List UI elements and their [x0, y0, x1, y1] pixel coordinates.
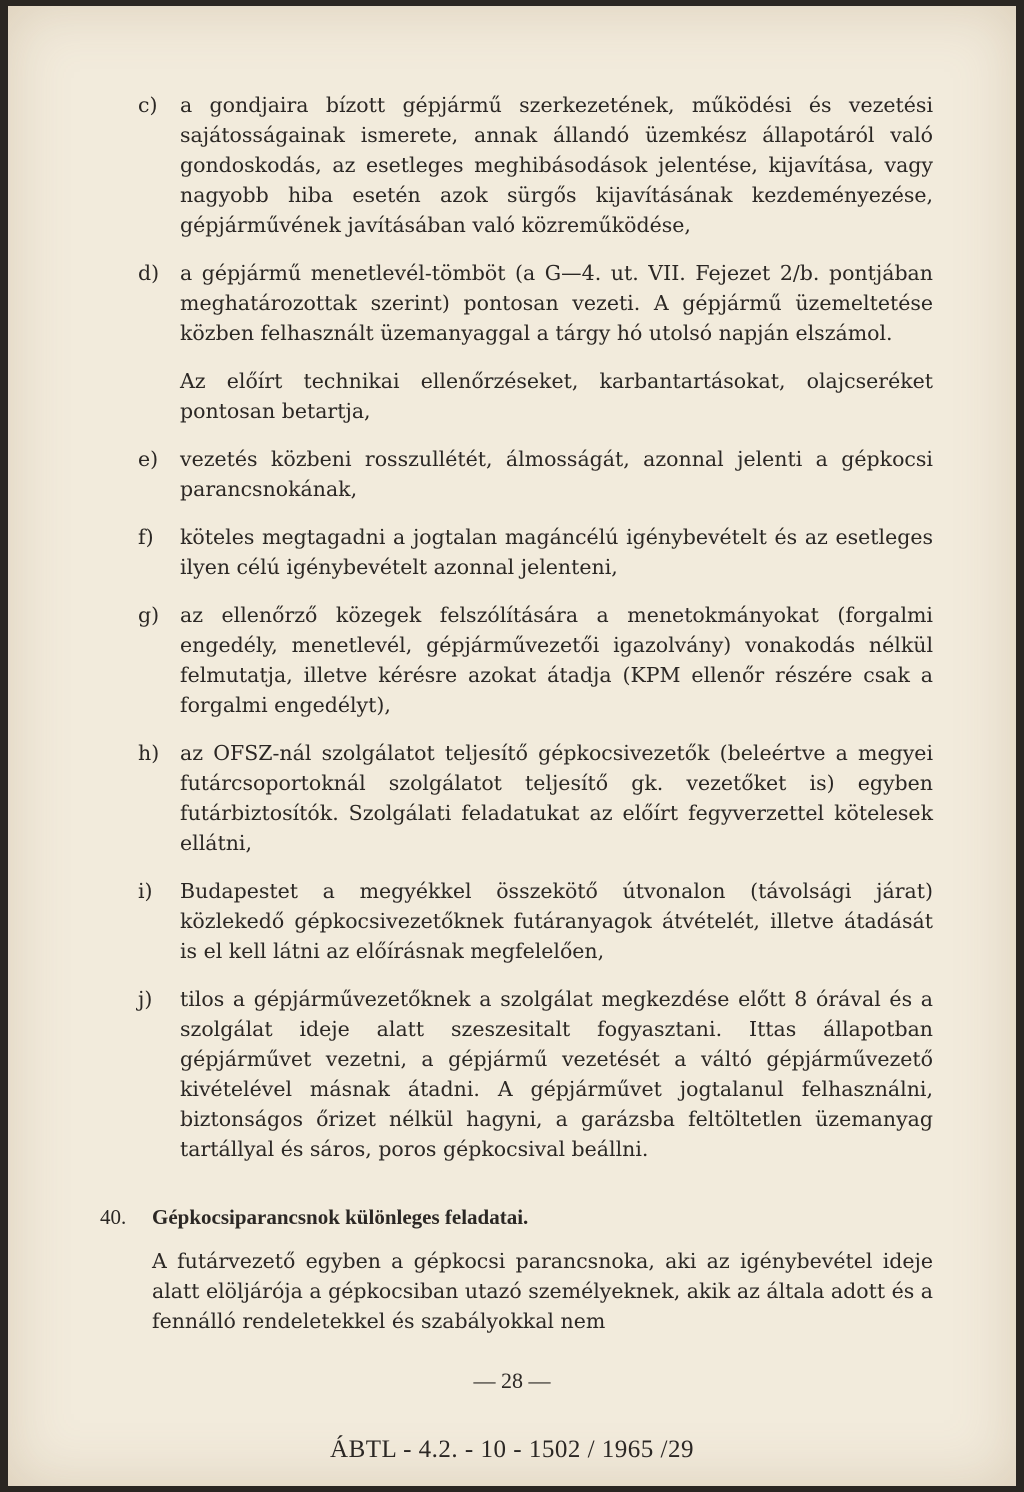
item-d-continuation: Az előírt technikai ellenőrzéseket, karbantartásokat, olajcseréket pontosan betartja,: [180, 369, 933, 423]
item-text: köteles megtagadni a jogtalan magáncélú igénybevételt és az esetleges ilyen célú igénybevételt azonnal jelenteni,: [180, 525, 933, 579]
archive-reference: ÁBTL - 4.2. - 10 - 1502 / 1965 /29: [330, 1436, 694, 1463]
list-item-i: [138, 876, 933, 966]
page-number: — 28 —: [473, 1368, 551, 1393]
item-text: az ellenőrző közegek felszólítására a menetokmányokat (forgalmi engedély, menetlevél, gépjárművezetői igazolvány) vonakodás nélkül felmutatja, illetve kérésre azokat átadja (KPM ellenőr részére csak a forgalmi engedélyt),: [180, 603, 933, 717]
document-page: [8, 6, 1016, 1486]
item-label: h): [138, 741, 160, 765]
item-label: e): [138, 447, 159, 471]
list-item-g: [138, 600, 933, 720]
section-number: 40.: [100, 1205, 127, 1229]
item-text: a gépjármű menetlevél-tömböt (a G—4. ut. VII. Fejezet 2/b. pontjában meghatározottak szerint) pontosan vezeti. A gépjármű üzemeltetése közben felhasznált üzemanyaggal a tárgy hó utolsó napján elszámol.: [180, 261, 933, 345]
item-text: vezetés közbeni rosszullétét, álmosságát, azonnal jelenti a gépkocsi parancsnokának,: [180, 447, 933, 501]
item-label: j): [138, 987, 153, 1011]
list-item-f: [138, 522, 933, 582]
section-heading: [100, 1202, 933, 1232]
section-body: A futárvezető egyben a gépkocsi parancsnoka, aki az igénybevétel ideje alatt elöljárója a gépkocsiban utazó személyeknek, akik az általa adott és a fennálló rendeletekkel és szabályokkal nem: [152, 1249, 934, 1333]
list-item-d: [138, 258, 933, 348]
item-list: [138, 90, 933, 1182]
list-item-e: [138, 444, 933, 504]
section-40: [100, 1202, 933, 1336]
item-label: g): [138, 603, 160, 627]
item-text: tilos a gépjárművezetőknek a szolgálat megkezdése előtt 8 órával és a szolgálat ideje alatt szeszesitalt fogyasztani. Ittas állapotban gépjárművet vezetni, a gépjármű vezetését a váltó gépjárművezető kivételével másnak átadni. A gépjárművet jogtalanul felhasználni, biztonságos őrizet nélkül hagyni, a garázsba feltöltetlen üzemanyag tartállyal és sáros, poros gépkocsival beállni.: [180, 987, 933, 1161]
item-label: d): [138, 261, 160, 285]
item-text: Budapestet a megyékkel összekötő útvonalon (távolsági járat) közlekedő gépkocsivezetőknek futáranyagok átvételét, illetve átadását is el kell látni az előírásnak megfelelően,: [180, 879, 933, 963]
section-title: Gépkocsiparancsnok különleges feladatai.: [152, 1205, 529, 1229]
item-label: f): [138, 525, 154, 549]
item-label: c): [138, 93, 158, 117]
item-text: a gondjaira bízott gépjármű szerkezetének, működési és vezetési sajátosságainak ismerete, annak állandó üzemkész állapotáról való gondoskodás, az esetleges meghibásodások jelentése, kijavítása, vagy nagyobb hiba esetén azok sürgős kijavításának kezdeményezése, gépjárművének javításában való közreműködése,: [180, 93, 933, 237]
list-item-j: [138, 984, 933, 1164]
list-item-h: [138, 738, 933, 858]
list-item-c: [138, 90, 933, 240]
item-label: i): [138, 879, 153, 903]
item-text: az OFSZ-nál szolgálatot teljesítő gépkocsivezetők (beleértve a megyei futárcsoportoknál szolgálatot teljesítő gk. vezetőket is) egyben futárbiztosítók. Szolgálati feladatukat az előírt fegyverzettel kötelesek ellátni,: [180, 741, 933, 855]
